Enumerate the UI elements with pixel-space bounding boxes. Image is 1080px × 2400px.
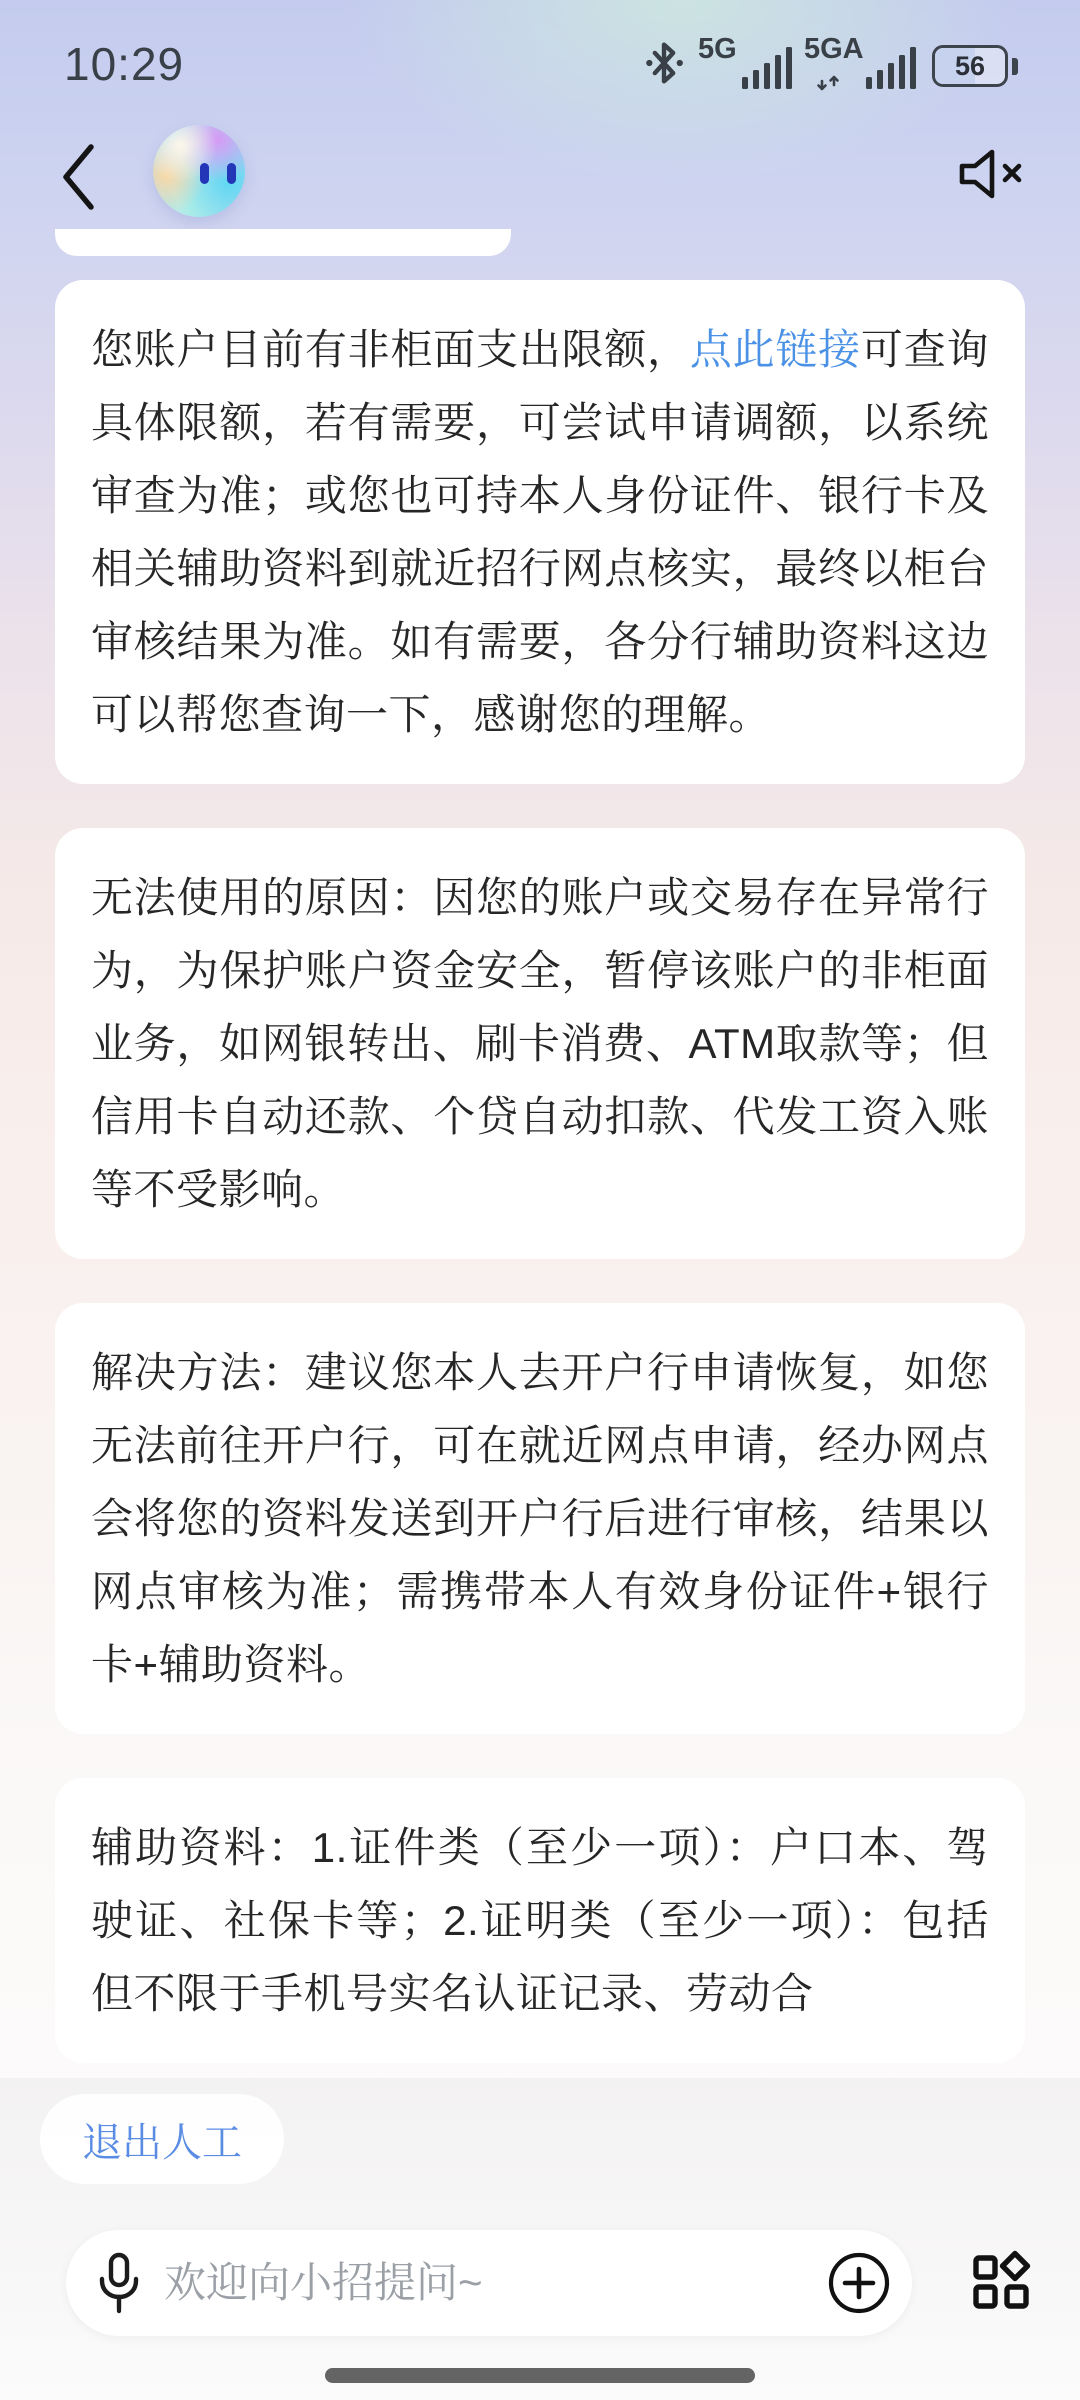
message-card: [55, 1778, 1025, 2063]
signal-5g: [698, 35, 792, 93]
exit-human-agent-button[interactable]: [40, 2094, 284, 2184]
chevron-left-icon: [58, 141, 98, 213]
network-type-label: 5G: [698, 33, 737, 65]
avatar-eye: [200, 163, 209, 184]
battery-percent-text: 56: [954, 50, 986, 81]
assistant-avatar: [153, 125, 245, 217]
signal-bars-icon: [742, 47, 792, 89]
clock-text: 10:29: [64, 38, 185, 90]
speaker-mute-icon: [954, 142, 1036, 206]
avatar-eye: [227, 163, 236, 184]
previous-bubble-remnant: [55, 229, 511, 256]
plus-circle-icon: [826, 2250, 892, 2316]
app-grid-button[interactable]: [970, 2250, 1034, 2314]
mute-button[interactable]: [954, 142, 1036, 206]
status-bar: [0, 28, 1080, 100]
home-indicator: [325, 2368, 755, 2383]
battery-nub: [1012, 58, 1018, 75]
grid-icon: [970, 2250, 1034, 2314]
message-card: [55, 828, 1025, 1259]
message-text: 无法使用的原因：因您的账户或交易存在异常行为，为保护账户资金安全，暂停该账户的非柜面业务，如网银转出、刷卡消费、ATM取款等；但信用卡自动还款、个贷自动扣款、代发工资入账等不受影响。: [91, 874, 989, 1213]
inline-link[interactable]: 点此链接: [689, 326, 861, 373]
chat-input-bar[interactable]: [66, 2230, 912, 2336]
add-button[interactable]: [826, 2250, 892, 2316]
network-type-label: 5GA: [804, 33, 864, 65]
message-text: 辅助资料：1.证件类（至少一项）：户口本、驾驶证、社保卡等；2.证明类（至少一项）：包括但不限于手机号实名认证记录、劳动合: [91, 1824, 989, 2017]
signal-bars-icon: [866, 47, 916, 89]
data-arrows-icon: [816, 75, 842, 91]
message-segment: 您账户目前有非柜面支出限额，: [91, 326, 690, 373]
microphone-icon[interactable]: [96, 2252, 142, 2314]
nav-bar: [0, 122, 1080, 227]
chat-input[interactable]: [164, 2259, 826, 2307]
message-card: [55, 280, 1025, 784]
message-segment: 可查询具体限额，若有需要，可尝试申请调额，以系统审查为准；或您也可持本人身份证件、银行卡及相关辅助资料到就近招行网点核实，最终以柜台审核结果为准。如有需要，各分行辅助资料这边可以帮您查询一下，感谢您的理解。: [91, 326, 989, 738]
exit-button-label: 退出人工: [82, 2120, 242, 2165]
battery-indicator: [932, 45, 1008, 87]
message-text: [91, 313, 989, 751]
message-text: 解决方法：建议您本人去开户行申请恢复，如您无法前往开户行，可在就近网点申请，经办网点会将您的资料发送到开户行后进行审核，结果以网点审核为准；需携带本人有效身份证件+银行卡+辅助资料。: [91, 1349, 989, 1688]
signal-5ga: [804, 35, 916, 93]
message-card: [55, 1303, 1025, 1734]
footer-panel: [0, 2078, 1080, 2400]
back-button[interactable]: [58, 140, 104, 214]
message-list: [55, 280, 1025, 2063]
bluetooth-icon: [642, 37, 686, 89]
status-icons: [642, 35, 1018, 93]
